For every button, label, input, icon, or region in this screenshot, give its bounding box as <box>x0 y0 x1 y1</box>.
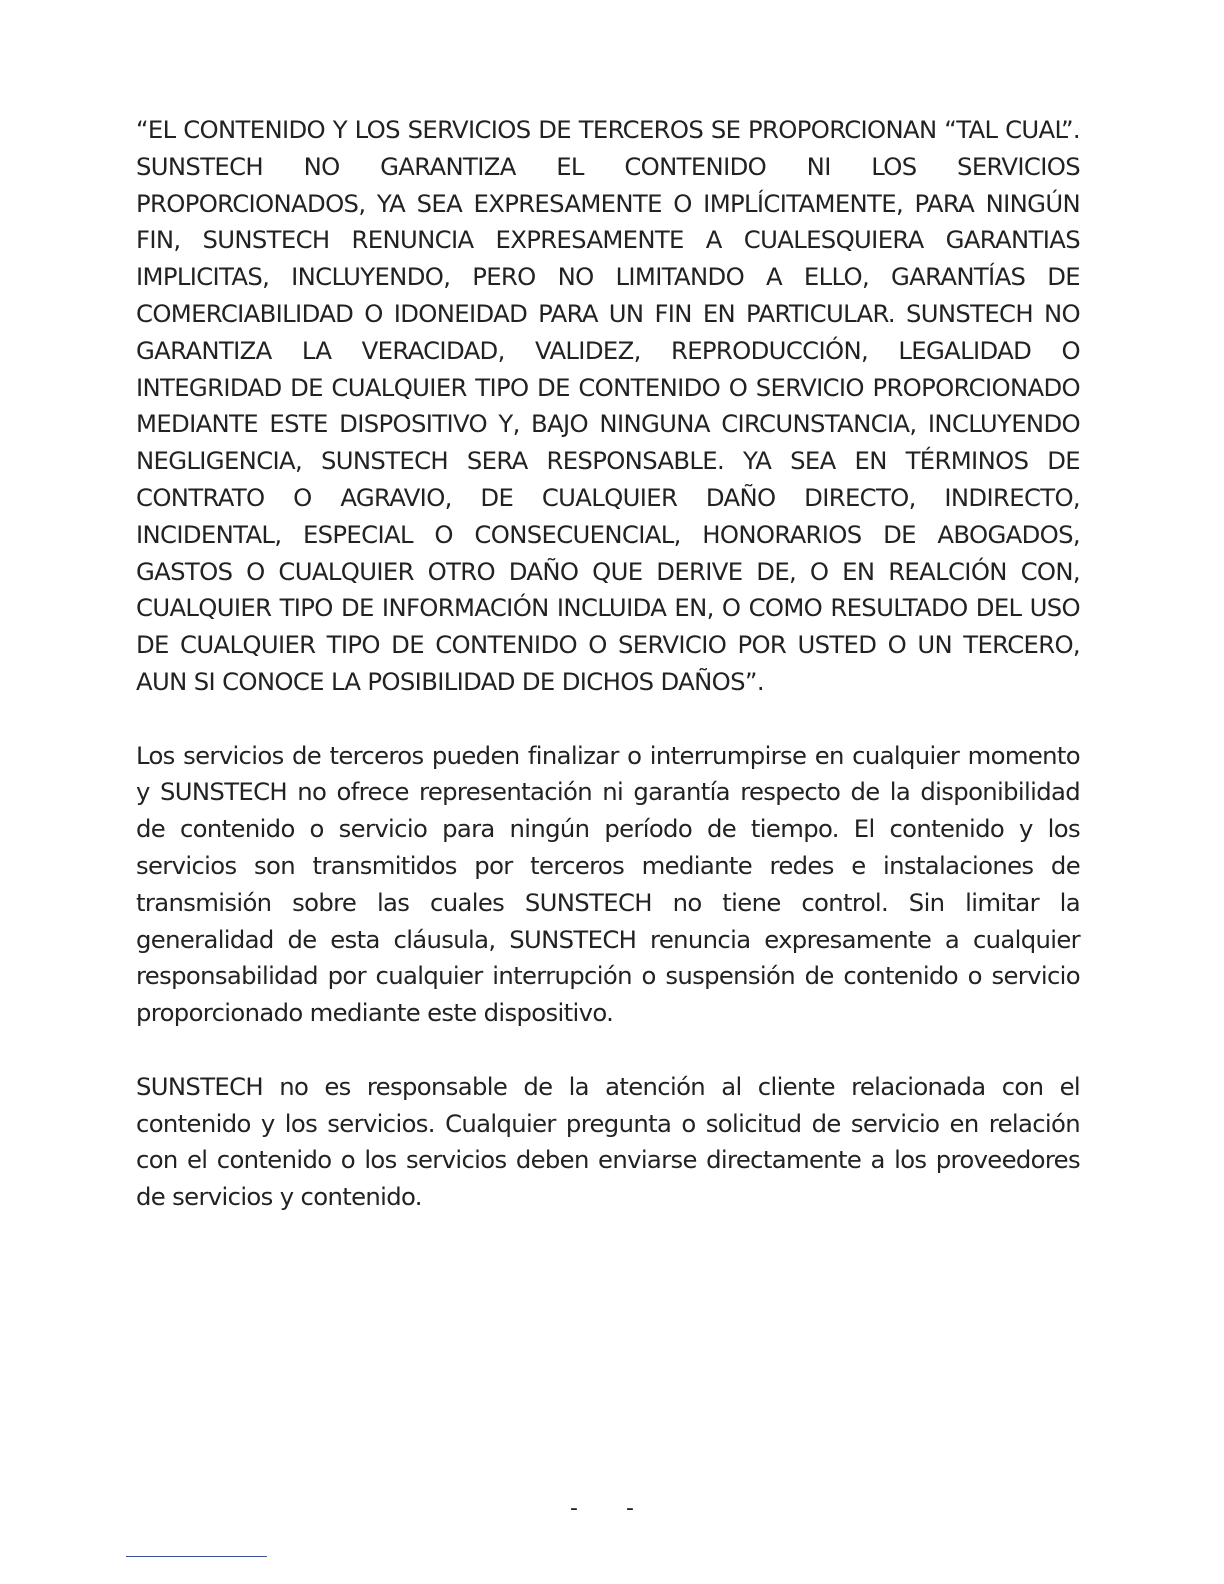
corner-rule-line <box>126 1556 267 1557</box>
third-party-services-paragraph: Los servicios de terceros pueden finalizar o interrumpirse en cualquier momento y SUNSTECH no ofrece representación ni garantía respecto de la disponibilidad de contenido o servicio para ningún período de tiempo. El contenido y los servicios son transmitidos por terceros mediante redes e instalaciones de transmisión sobre las cuales SUNSTECH no tiene control. Sin limitar la generalidad de esta cláusula, SUNSTECH renuncia expresamente a cualquier responsabilidad por cualquier interrupción o suspensión de contenido o servicio proporcionado mediante este dispositivo. <box>136 740 1080 1028</box>
document-body <box>136 112 1080 1216</box>
customer-support-paragraph: SUNSTECH no es responsable de la atención al cliente relacionada con el contenido y los servicios. Cualquier pregunta o solicitud de servicio en relación con el contenido o los servicios deben enviarse directamente a los proveedores de servicios y contenido. <box>136 1071 1080 1212</box>
page-mark-right: - <box>626 1496 634 1521</box>
page-mark-left: - <box>570 1496 578 1521</box>
page-number-marks <box>570 1496 634 1526</box>
disclaimer-paragraph: “EL CONTENIDO Y LOS SERVICIOS DE TERCEROS SE PROPORCIONAN “TAL CUAL”. SUNSTECH NO GARANTIZA EL CONTENIDO NI LOS SERVICIOS PROPORCIONADOS, YA SEA EXPRESAMENTE O IMPLÍCITAMENTE, PARA NINGÚN FIN, SUNSTECH RENUNCIA EXPRESAMENTE A CUALESQUIERA GARANTIAS IMPLICITAS, INCLUYENDO, PERO NO LIMITANDO A ELLO, GARANTÍAS DE COMERCIABILIDAD O IDONEIDAD PARA UN FIN EN PARTICULAR. SUNSTECH NO GARANTIZA LA VERACIDAD, VALIDEZ, REPRODUCCIÓN, LEGALIDAD O INTEGRIDAD DE CUALQUIER TIPO DE CONTENIDO O SERVICIO PROPORCIONADO MEDIANTE ESTE DISPOSITIVO Y, BAJO NINGUNA CIRCUNSTANCIA, INCLUYENDO NEGLIGENCIA, SUNSTECH SERA RESPONSABLE. YA SEA EN TÉRMINOS DE CONTRATO O AGRAVIO, DE CUALQUIER DAÑO DIRECTO, INDIRECTO, INCIDENTAL, ESPECIAL O CONSECUENCIAL, HONORARIOS DE ABOGADOS, GASTOS O CUALQUIER OTRO DAÑO QUE DERIVE DE, O EN REALCIÓN CON, CUALQUIER TIPO DE INFORMACIÓN INCLUIDA EN, O COMO RESULTADO DEL USO DE CUALQUIER TIPO DE CONTENIDO O SERVICIO POR USTED O UN TERCERO, AUN SI CONOCE LA POSIBILIDAD DE DICHOS DAÑOS”. <box>136 115 1080 696</box>
